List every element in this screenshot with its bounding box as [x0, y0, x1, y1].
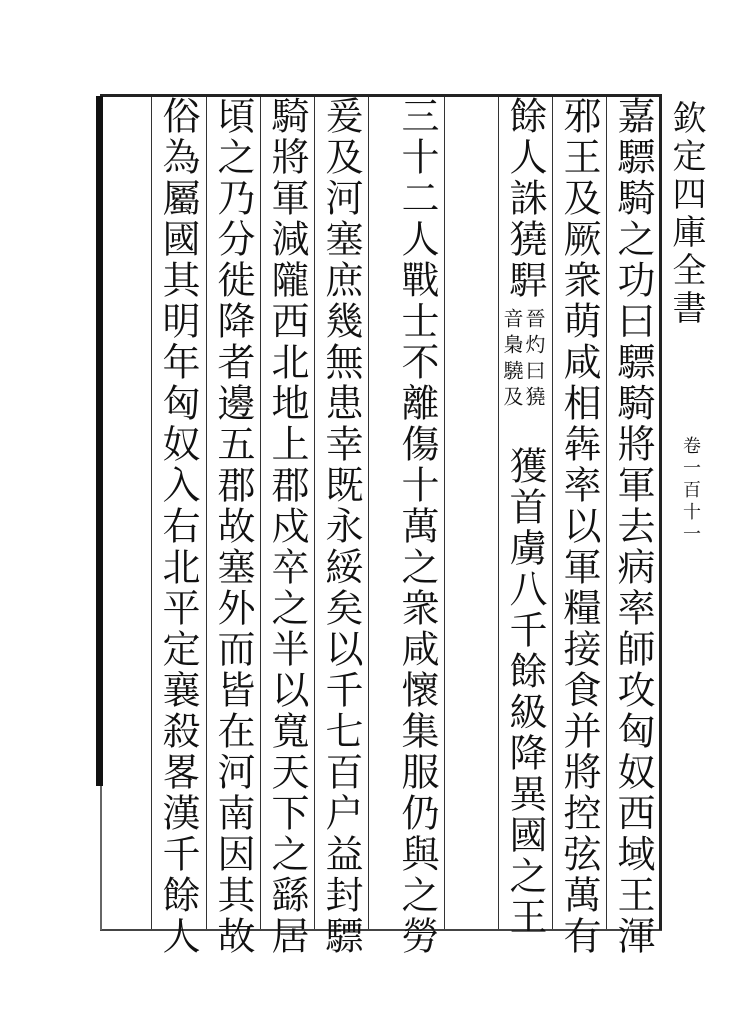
text-column-8: 俗為屬國其明年匈奴入右北平定襄殺畧漢千餘人: [156, 96, 200, 957]
column-rule: [444, 97, 445, 929]
column-rule: [606, 97, 607, 929]
text-column-7: 頃之乃分徙降者邊五郡故塞外而皆在河南因其故: [211, 96, 255, 957]
text-column-3-lower: 獲首虜八千餘級降異國之王: [503, 446, 547, 938]
frame-left-border-lower: [100, 786, 102, 930]
column-rule: [552, 97, 553, 929]
volume-number: 卷一百十一: [680, 436, 701, 546]
column-rule: [206, 97, 207, 929]
text-column-6: 騎將軍減隴西北地上郡戍卒之半以寬天下之繇居: [265, 96, 309, 957]
gloss-line-2: 音梟驍及: [500, 308, 524, 412]
column-rule: [151, 97, 152, 929]
text-column-4: 三十二人戰士不離傷十萬之衆咸懷集服仍與之勞: [395, 96, 439, 957]
column-rule: [314, 97, 315, 929]
text-column-1: 嘉驃騎之功曰驃騎將軍去病率師攻匈奴西域王渾: [611, 96, 655, 957]
text-column-2: 邪王及厥衆萌咸相犇率以軍糧接食并將控弦萬有: [557, 96, 601, 957]
column-rule: [260, 97, 261, 929]
frame-left-border: [96, 96, 103, 786]
interlinear-gloss: [500, 308, 546, 458]
column-rule: [368, 97, 369, 929]
column-rule: [498, 97, 499, 929]
text-column-5: 爰及河塞庶幾無患幸既永綏矣以千七百户益封驃: [319, 96, 363, 957]
book-title: 欽定四庫全書: [666, 100, 706, 328]
gloss-line-1: 晉灼曰獟: [522, 308, 546, 412]
frame-right-border: [659, 96, 662, 930]
text-column-3-upper: 餘人誅獟駻: [503, 96, 547, 301]
